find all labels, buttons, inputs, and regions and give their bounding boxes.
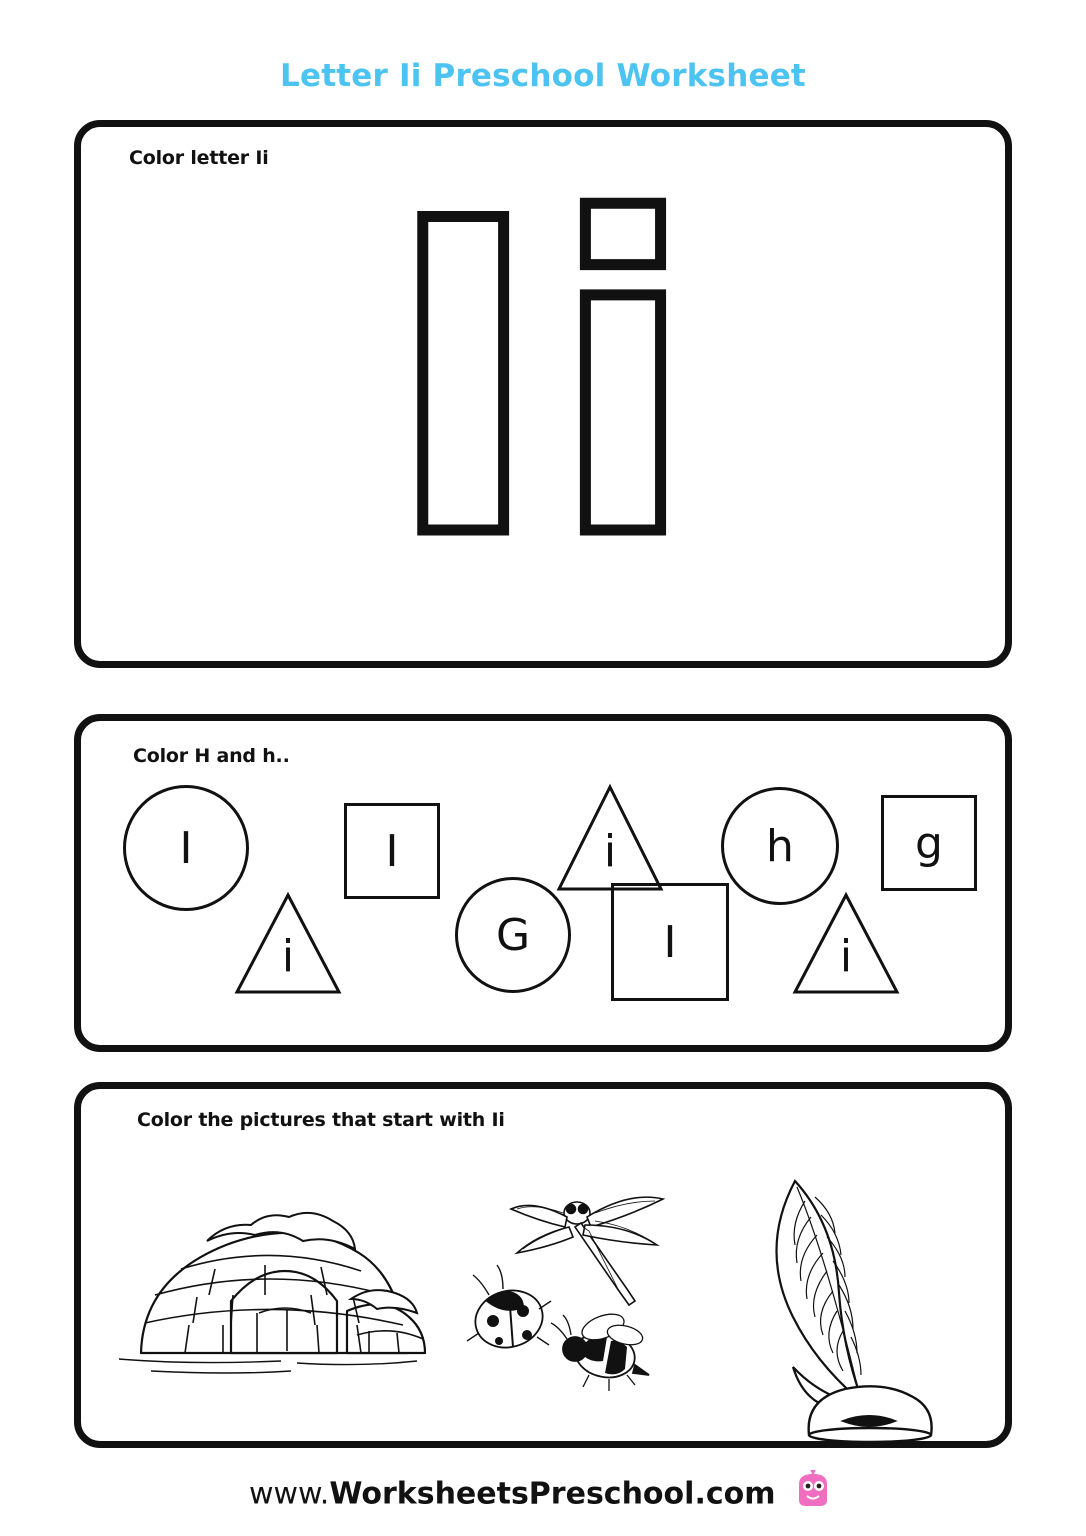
shape-letter-text: I — [385, 825, 399, 877]
shape-letter-text: h — [766, 820, 794, 872]
shape-circle-letter[interactable] — [721, 787, 839, 905]
shape-letter-text: i — [839, 931, 853, 982]
shape-circle-letter[interactable] — [455, 877, 571, 993]
igloo-picture[interactable] — [111, 1183, 431, 1388]
shape-letter-grid — [81, 721, 1005, 1045]
ink-quill-picture[interactable] — [735, 1153, 965, 1448]
shape-square-letter[interactable] — [611, 883, 729, 1001]
section-label-color-pictures: Color the pictures that start with Ii — [137, 1109, 505, 1131]
shape-letter-text: I — [663, 916, 677, 968]
footer-site[interactable]: WorksheetsPreschool.com — [329, 1476, 776, 1512]
section-color-shapes — [74, 714, 1012, 1052]
shape-circle-letter[interactable] — [123, 785, 249, 911]
igloo-icon — [111, 1183, 431, 1383]
insects-picture[interactable] — [459, 1169, 709, 1404]
shape-square-letter[interactable] — [881, 795, 977, 891]
section-color-pictures — [74, 1082, 1012, 1448]
shape-square-letter[interactable] — [344, 803, 440, 899]
section-label-color-letter: Color letter Ii — [129, 147, 269, 169]
shape-letter-text: I — [179, 822, 193, 874]
ink-quill-icon — [735, 1153, 965, 1443]
shape-letter-text: G — [495, 909, 531, 961]
page-title: Letter Ii Preschool Worksheet — [280, 58, 806, 94]
picture-row — [81, 1145, 1005, 1435]
footer-www: www. — [248, 1476, 330, 1512]
big-outline-letters: Ii — [383, 132, 703, 632]
shape-letter-text: i — [281, 931, 295, 982]
shape-letter-text: g — [915, 817, 943, 869]
insects-icon — [459, 1169, 709, 1399]
section-color-letter — [74, 120, 1012, 668]
footer — [0, 1470, 1086, 1520]
shape-triangle-letter[interactable] — [791, 891, 901, 996]
shape-letter-text: i — [603, 825, 617, 877]
shape-triangle-letter[interactable] — [233, 891, 343, 996]
shape-triangle-letter[interactable] — [555, 783, 665, 893]
monster-mascot-icon — [791, 1470, 837, 1520]
section-label-color-shapes: Color H and h.. — [133, 745, 290, 767]
